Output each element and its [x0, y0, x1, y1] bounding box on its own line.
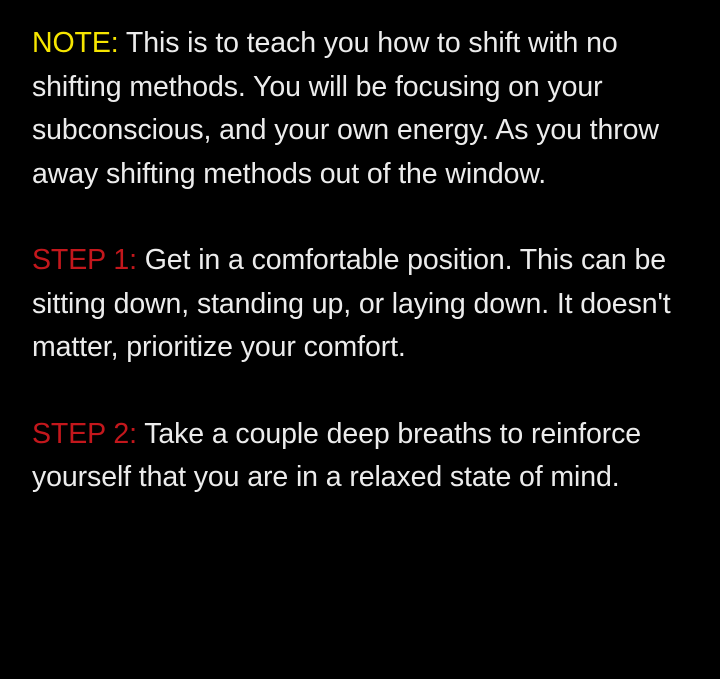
note-label: NOTE:	[32, 27, 119, 59]
note-paragraph	[32, 22, 692, 196]
step-2-paragraph	[32, 413, 692, 500]
step-1-paragraph	[32, 239, 692, 370]
instructions-document	[32, 22, 692, 500]
step-1-text: Get in a comfortable position. This can be sitting down, standing up, or laying down. It doesn't matter, prioritize your comfort.	[32, 244, 671, 363]
step-2-text: Take a couple deep breaths to reinforce yourself that you are in a relaxed state of mind.	[32, 417, 641, 493]
note-text: This is to teach you how to shift with no shifting methods. You will be focusing on your subconscious, and your own energy. As you throw away shifting methods out of the window.	[32, 27, 659, 190]
step-2-label: STEP 2:	[32, 417, 137, 450]
step-1-label: STEP 1:	[32, 244, 137, 276]
